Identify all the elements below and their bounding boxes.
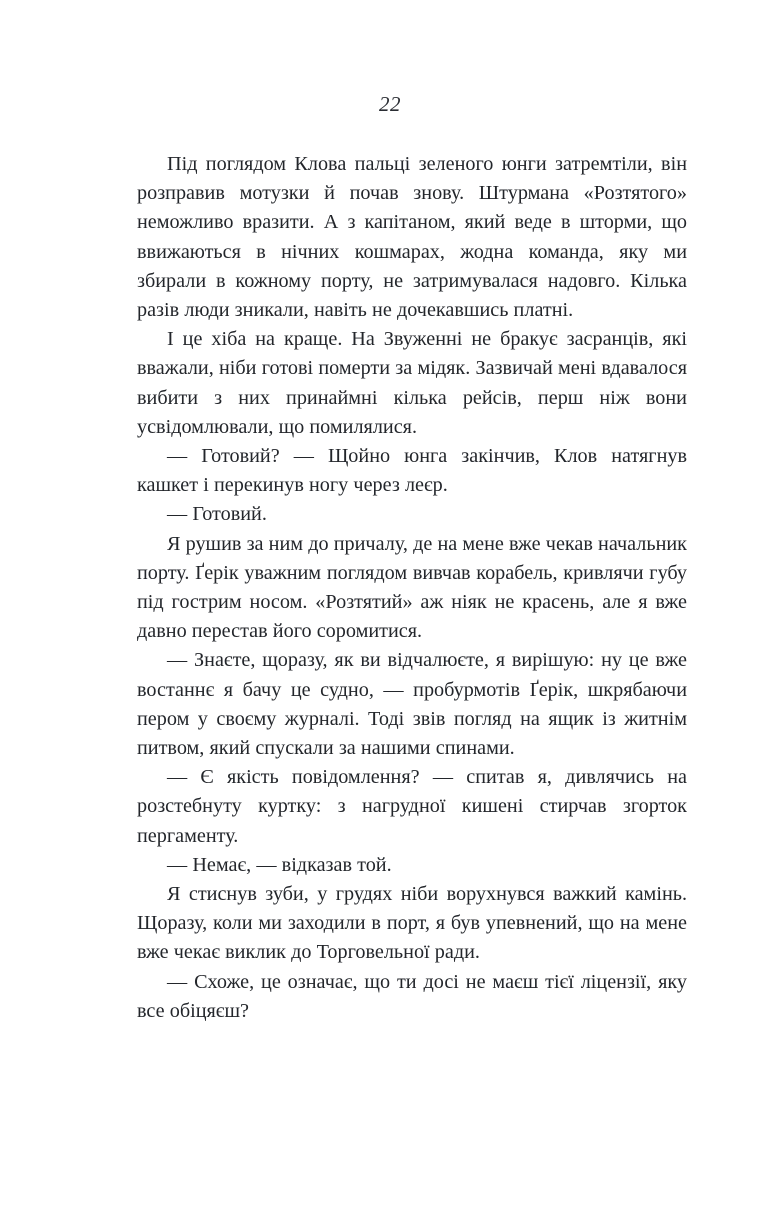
paragraph: Я стиснув зуби, у грудях ніби ворухнувся важкий камінь. Щоразу, коли ми заходили в порт, я був упевнений, що на мене вже чекає виклик до Торговельної ради. [137,883,687,964]
paragraph: Під поглядом Клова пальці зеленого юнги затремтіли, він розправив мотузки й почав знову. Штурмана «Розтятого» неможливо вразити. А з капітаном, який веде в шторми, що ввижаються в нічних кошмарах, жодна команда, яку ми збирали в кожному порту, не затримувалася надовго. Кілька разів люди зникали, навіть не дочекавшись платні. [137,153,687,322]
body-text-block [137,150,687,1026]
paragraph: — Готовий. [167,503,267,526]
paragraph: — Готовий? — Щойно юнга закінчив, Клов натягнув кашкет і перекинув ногу через леєр. [137,445,687,497]
paragraph: — Знаєте, щоразу, як ви відчалюєте, я вирішую: ну це вже востаннє я бачу це судно, — пробурмотів Ґерік, шкрябаючи пером у своєму журналі. Тоді звів погляд на ящик із житнім питвом, який спускали за нашими спинами. [137,649,687,760]
paragraph: — Схоже, це означає, що ти досі не маєш тієї ліцензії, яку все обіцяєш? [137,970,687,1022]
paragraph: — Є якість повідомлення? — спитав я, дивлячись на розстебнуту куртку: з нагрудної кишені стирчав згорток пергаменту. [137,766,687,847]
page-number: 22 [379,92,401,116]
paragraph: І це хіба на краще. На Звуженні не бракує засранців, які вважали, ніби готові померти за мідяк. Зазвичай мені вдавалося вибити з них принаймні кілька рейсів, перш ніж вони усвідомлювали, що помилялися. [137,328,687,438]
paragraph: — Немає, — відказав той. [167,853,392,876]
paragraph: Я рушив за ним до причалу, де на мене вже чекав начальник порту. Ґерік уважним поглядом вивчав корабель, кривлячи губу під гострим носом. «Розтятий» аж ніяк не красень, але я вже давно перестав його соромитися. [137,532,687,643]
